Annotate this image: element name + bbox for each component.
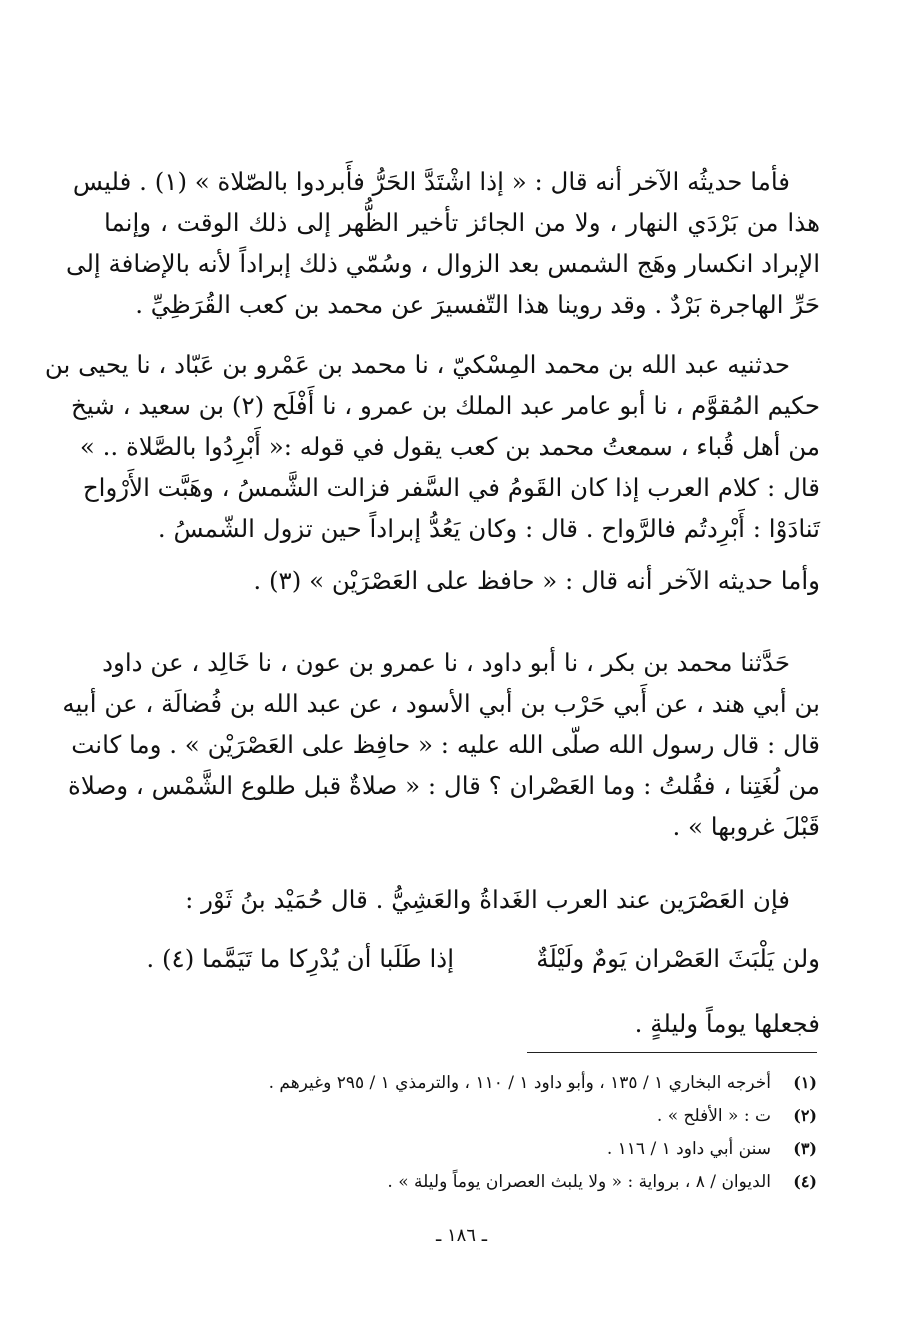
text-line: بن أبي هند ، عن أَبي حَرْب بن أبي الأسود ، عن عبد الله بن فُضالَة ، عن أبيه <box>62 689 820 718</box>
footnote-divider <box>527 1052 817 1053</box>
text-line: فأما حديثُه الآخر أنه قال : « إذا اشْتَدَّ الحَرُّ فأَبردوا بالصّلاة » (١) . فليس <box>72 167 790 196</box>
text-line: قَبْلَ غروبها » . <box>672 812 820 841</box>
poetry-verse <box>104 939 820 979</box>
text-line: من لُغَتِنا ، فقُلتُ : وما العَصْران ؟ قال : « صلاةٌ قبل طلوع الشَّمْس ، وصلاة <box>68 771 820 800</box>
footnote-number: (١) <box>793 1073 817 1092</box>
text-line: وأما حديثه الآخر أنه قال : « حافظ على العَصْرَيْن » (٣) . <box>253 566 820 595</box>
footnote-text: الديوان / ٨ ، برواية : « ولا يلبث العصران يوماً وليلة » . <box>387 1172 771 1192</box>
text-line: حكيم المُقوَّم ، نا أبو عامر عبد الملك بن عمرو ، نا أَفْلَح (٢) بن سعيد ، شيخ <box>71 391 820 420</box>
text-line: قال : كلام العرب إذا كان القَومُ في السَّفر فزالت الشَّمسُ ، وهَبَّت الأَرْواح <box>82 473 820 502</box>
text-line: قال : قال رسول الله صلّى الله عليه : « حافِظ على العَصْرَيْن » . وما كانت <box>71 730 820 759</box>
text-line: فإن العَصْرَين عند العرب الغَداةُ والعَشِيُّ . قال حُمَيْد بنُ ثَوْر : <box>185 885 790 914</box>
footnote-text: ت : « الأفلح » . <box>656 1106 771 1126</box>
verse-hemistich-first: ولن يَلْبَثَ العَصْران يَومٌ ولَيْلَةٌ <box>536 944 820 973</box>
verse-hemistich-second: إذا طَلَبا أن يُدْرِكا ما تَيَمَّما (٤) . <box>146 944 454 973</box>
text-line: تَنادَوْا : أَبْرِدتُم فالرَّواح . قال : وكان يَعُدُّ إبراداً حين تزول الشّمسُ . <box>157 514 820 543</box>
text-line: من أهل قُباء ، سمعتُ محمد بن كعب يقول في قوله :« أَبْرِدُوا بالصَّلاة .. » <box>79 432 820 461</box>
text-line: الإبراد انكسار وهَج الشمس بعد الزوال ، وسُمّي ذلك إبراداً لأنه بالإضافة إلى <box>66 249 820 278</box>
page-number: ـ ١٨٦ ـ <box>435 1225 487 1246</box>
text-line: حَدَّثنا محمد بن بكر ، نا أبو داود ، نا عمرو بن عون ، نا خَالِد ، عن داود <box>102 648 790 677</box>
text-line: هذا من بَرْدَي النهار ، ولا من الجائز تأخير الظُّهر إلى ذلك الوقت ، وإنما <box>104 208 820 237</box>
footnote-number: (٤) <box>793 1172 817 1191</box>
footnote-text: سنن أبي داود ١ / ١١٦ . <box>606 1139 771 1159</box>
text-line: حدثنيه عبد الله بن محمد المِسْكيّ ، نا محمد بن عَمْرو بن عَبّاد ، نا يحيى بن <box>44 350 790 379</box>
closing-line: فجعلها يوماً وليلةٍ . <box>634 1009 820 1038</box>
footnote-number: (٢) <box>793 1106 817 1125</box>
text-line: حَرِّ الهاجرة بَرْدٌ . وقد روينا هذا التّفسيرَ عن محمد بن كعب القُرَظِيِّ . <box>135 290 820 319</box>
footnote-number: (٣) <box>793 1139 817 1158</box>
footnote-text: أخرجه البخاري ١ / ١٣٥ ، وأبو داود ١ / ١١٠ ، والترمذي ١ / ٢٩٥ وغيرهم . <box>268 1073 771 1093</box>
